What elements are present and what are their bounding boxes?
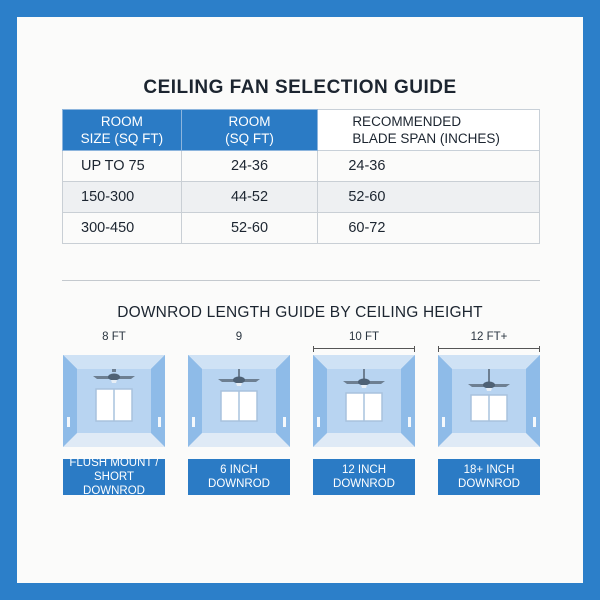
ceiling bbox=[63, 355, 165, 369]
table-cell: 300-450 bbox=[63, 213, 182, 244]
guide-sheet bbox=[17, 17, 583, 583]
room-illustration bbox=[188, 355, 290, 447]
caption-line: 18+ INCH bbox=[463, 464, 515, 476]
caption-line: SHORT DOWNROD bbox=[83, 471, 145, 497]
left-wall bbox=[313, 355, 327, 447]
downrod-card-10ft bbox=[313, 331, 415, 495]
wall-outlet-icon bbox=[283, 417, 286, 427]
wall-outlet-icon bbox=[533, 417, 536, 427]
fan-size-table bbox=[62, 109, 540, 244]
downrod-card-8ft bbox=[63, 331, 165, 495]
wall-outlet-icon bbox=[442, 417, 445, 427]
table-cell: 44-52 bbox=[181, 182, 318, 213]
floor bbox=[313, 433, 415, 447]
table-cell: 24-36 bbox=[181, 151, 318, 182]
wall-outlet-icon bbox=[158, 417, 161, 427]
header-line: ROOM bbox=[228, 114, 271, 129]
ceiling-height-label: 8 FT bbox=[102, 331, 126, 343]
downrod-title: DOWNROD LENGTH GUIDE BY CEILING HEIGHT bbox=[117, 304, 483, 321]
right-wall bbox=[526, 355, 540, 447]
room-illustration bbox=[63, 355, 165, 447]
table-cell: 60-72 bbox=[318, 213, 540, 244]
wall-outlet-icon bbox=[317, 417, 320, 427]
header-line: (SQ FT) bbox=[225, 131, 274, 146]
header-line: BLADE SPAN (INCHES) bbox=[352, 131, 500, 146]
window-icon bbox=[96, 389, 132, 421]
caption-line: 6 INCH bbox=[220, 464, 258, 476]
wall-outlet-icon bbox=[408, 417, 411, 427]
page-title: CEILING FAN SELECTION GUIDE bbox=[143, 77, 457, 98]
window-icon bbox=[346, 393, 382, 421]
caption-line: DOWNROD bbox=[208, 478, 270, 490]
ceiling-height-label bbox=[438, 331, 540, 349]
downrod-caption bbox=[63, 459, 165, 495]
dimension-bracket bbox=[438, 346, 540, 352]
left-wall bbox=[63, 355, 77, 447]
downrod-card-9ft bbox=[188, 331, 290, 495]
header-line: SIZE (SQ FT) bbox=[80, 131, 164, 146]
left-wall bbox=[188, 355, 202, 447]
table-row bbox=[63, 213, 540, 244]
height-text: 10 FT bbox=[348, 331, 380, 343]
caption-line: DOWNROD bbox=[333, 478, 395, 490]
section-divider bbox=[62, 280, 540, 281]
table-row bbox=[63, 151, 540, 182]
right-wall bbox=[401, 355, 415, 447]
header-line: ROOM bbox=[100, 114, 143, 129]
downrod-caption bbox=[188, 459, 290, 495]
floor bbox=[438, 433, 540, 447]
window-icon bbox=[471, 395, 507, 421]
ceiling bbox=[188, 355, 290, 369]
table-cell: 24-36 bbox=[318, 151, 540, 182]
height-text: 12 FT+ bbox=[470, 331, 508, 343]
header-room-size bbox=[63, 110, 182, 151]
downrod-card-12ft bbox=[438, 331, 540, 495]
downrod-caption bbox=[438, 459, 540, 495]
right-wall bbox=[276, 355, 290, 447]
table-cell: 150-300 bbox=[63, 182, 182, 213]
table-cell: UP TO 75 bbox=[63, 151, 182, 182]
ceiling bbox=[438, 355, 540, 369]
room-illustration bbox=[313, 355, 415, 447]
ceiling-height-label bbox=[313, 331, 415, 349]
caption-line: DOWNROD bbox=[458, 478, 520, 490]
downrod-caption bbox=[313, 459, 415, 495]
table-header-row bbox=[63, 110, 540, 151]
window-icon bbox=[221, 391, 257, 421]
table-row bbox=[63, 182, 540, 213]
right-wall bbox=[151, 355, 165, 447]
caption-line: 12 INCH bbox=[341, 464, 387, 476]
ceiling-height-label: 9 bbox=[235, 331, 243, 343]
header-line: RECOMMENDED bbox=[352, 114, 462, 129]
table-cell: 52-60 bbox=[181, 213, 318, 244]
room-illustration bbox=[438, 355, 540, 447]
header-room-sqft bbox=[181, 110, 318, 151]
floor bbox=[63, 433, 165, 447]
wall-outlet-icon bbox=[67, 417, 70, 427]
header-blade-span bbox=[318, 110, 540, 151]
ceiling bbox=[313, 355, 415, 369]
wall-outlet-icon bbox=[192, 417, 195, 427]
caption-line: FLUSH MOUNT / bbox=[69, 457, 159, 469]
floor bbox=[188, 433, 290, 447]
dimension-bracket bbox=[313, 346, 415, 352]
table-cell: 52-60 bbox=[318, 182, 540, 213]
left-wall bbox=[438, 355, 452, 447]
